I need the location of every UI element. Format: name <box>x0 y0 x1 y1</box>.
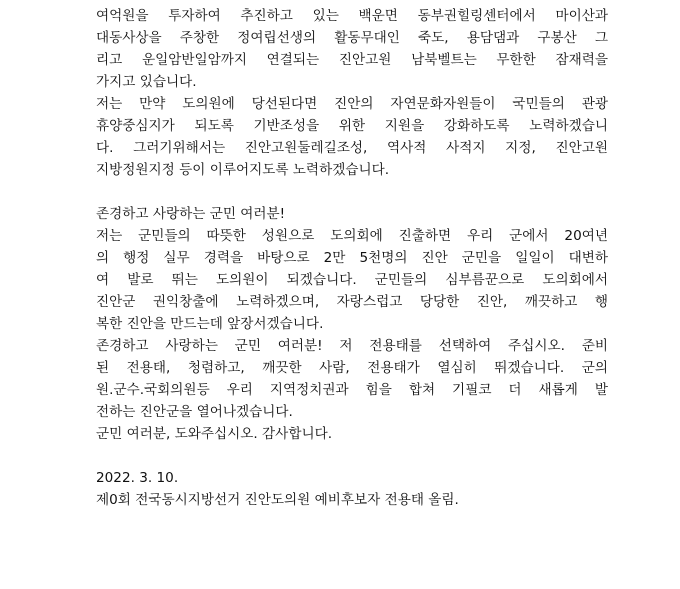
text-line: 전하는 진안군을 열어나겠습니다. <box>96 404 293 420</box>
text-line: 대동사상을 주창한 정여립선생의 활동무대인 죽도, 용담댐과 구봉산 그 <box>96 30 608 46</box>
document-date: 2022. 3. 10. <box>96 470 179 486</box>
text-line: 저는 군민들의 따뜻한 성원으로 도의회에 진출하면 우리 군에서 20여년 <box>96 228 608 244</box>
text-line: 가지고 있습니다. <box>96 74 197 90</box>
text-line: 복한 진안을 만드는데 앞장서겠습니다. <box>96 316 324 332</box>
document-body <box>96 5 608 511</box>
text-line: 된 전용태, 청렴하고, 깨끗한 사람, 전용태가 열심히 뛰겠습니다. 군의 <box>96 360 608 376</box>
paragraph-address <box>96 203 608 445</box>
text-line: 여억원을 투자하여 추진하고 있는 백운면 동부권힐링센터에서 마이산과 <box>96 8 608 24</box>
text-line: 휴양중심지가 되도록 기반조성을 위한 지원을 강화하도록 노력하겠습니 <box>96 118 608 134</box>
document-signature: 제0회 전국동시지방선거 진안도의원 예비후보자 전용태 올림. <box>96 492 459 508</box>
paragraph-promise <box>96 93 608 181</box>
greeting-line: 존경하고 사랑하는 군민 여러분! <box>96 206 286 222</box>
text-line: 원.군수.국회의원등 우리 지역정치권과 힘을 합쳐 기필코 더 새롭게 발 <box>96 382 608 398</box>
blank-line <box>96 445 608 467</box>
text-line: 리고 운일암반일암까지 연결되는 진안고원 남북벨트는 무한한 잠재력을 <box>96 52 608 68</box>
text-line: 존경하고 사랑하는 군민 여러분! 저 전용태를 선택하여 주십시오. 준비 <box>96 338 608 354</box>
text-line: 다. 그러기위해서는 진안고원둘레길조성, 역사적 사적지 지정, 진안고원 <box>96 140 608 156</box>
text-line: 진안군 권익창출에 노력하겠으며, 자랑스럽고 당당한 진안, 깨끗하고 행 <box>96 294 608 310</box>
text-line: 저는 만약 도의원에 당선된다면 진안의 자연문화자원들이 국민들의 관광 <box>96 96 608 112</box>
text-line: 여 발로 뛰는 도의원이 되겠습니다. 군민들의 심부름꾼으로 도의회에서 <box>96 272 608 288</box>
text-line: 의 행정 실무 경력을 바탕으로 2만 5천명의 진안 군민을 일일이 대변하 <box>96 250 608 266</box>
blank-line <box>96 181 608 203</box>
text-line: 지방정원지정 등이 이루어지도록 노력하겠습니다. <box>96 162 390 178</box>
paragraph-investment <box>96 5 608 93</box>
closing-line: 군민 여러분, 도와주십시오. 감사합니다. <box>96 426 333 442</box>
